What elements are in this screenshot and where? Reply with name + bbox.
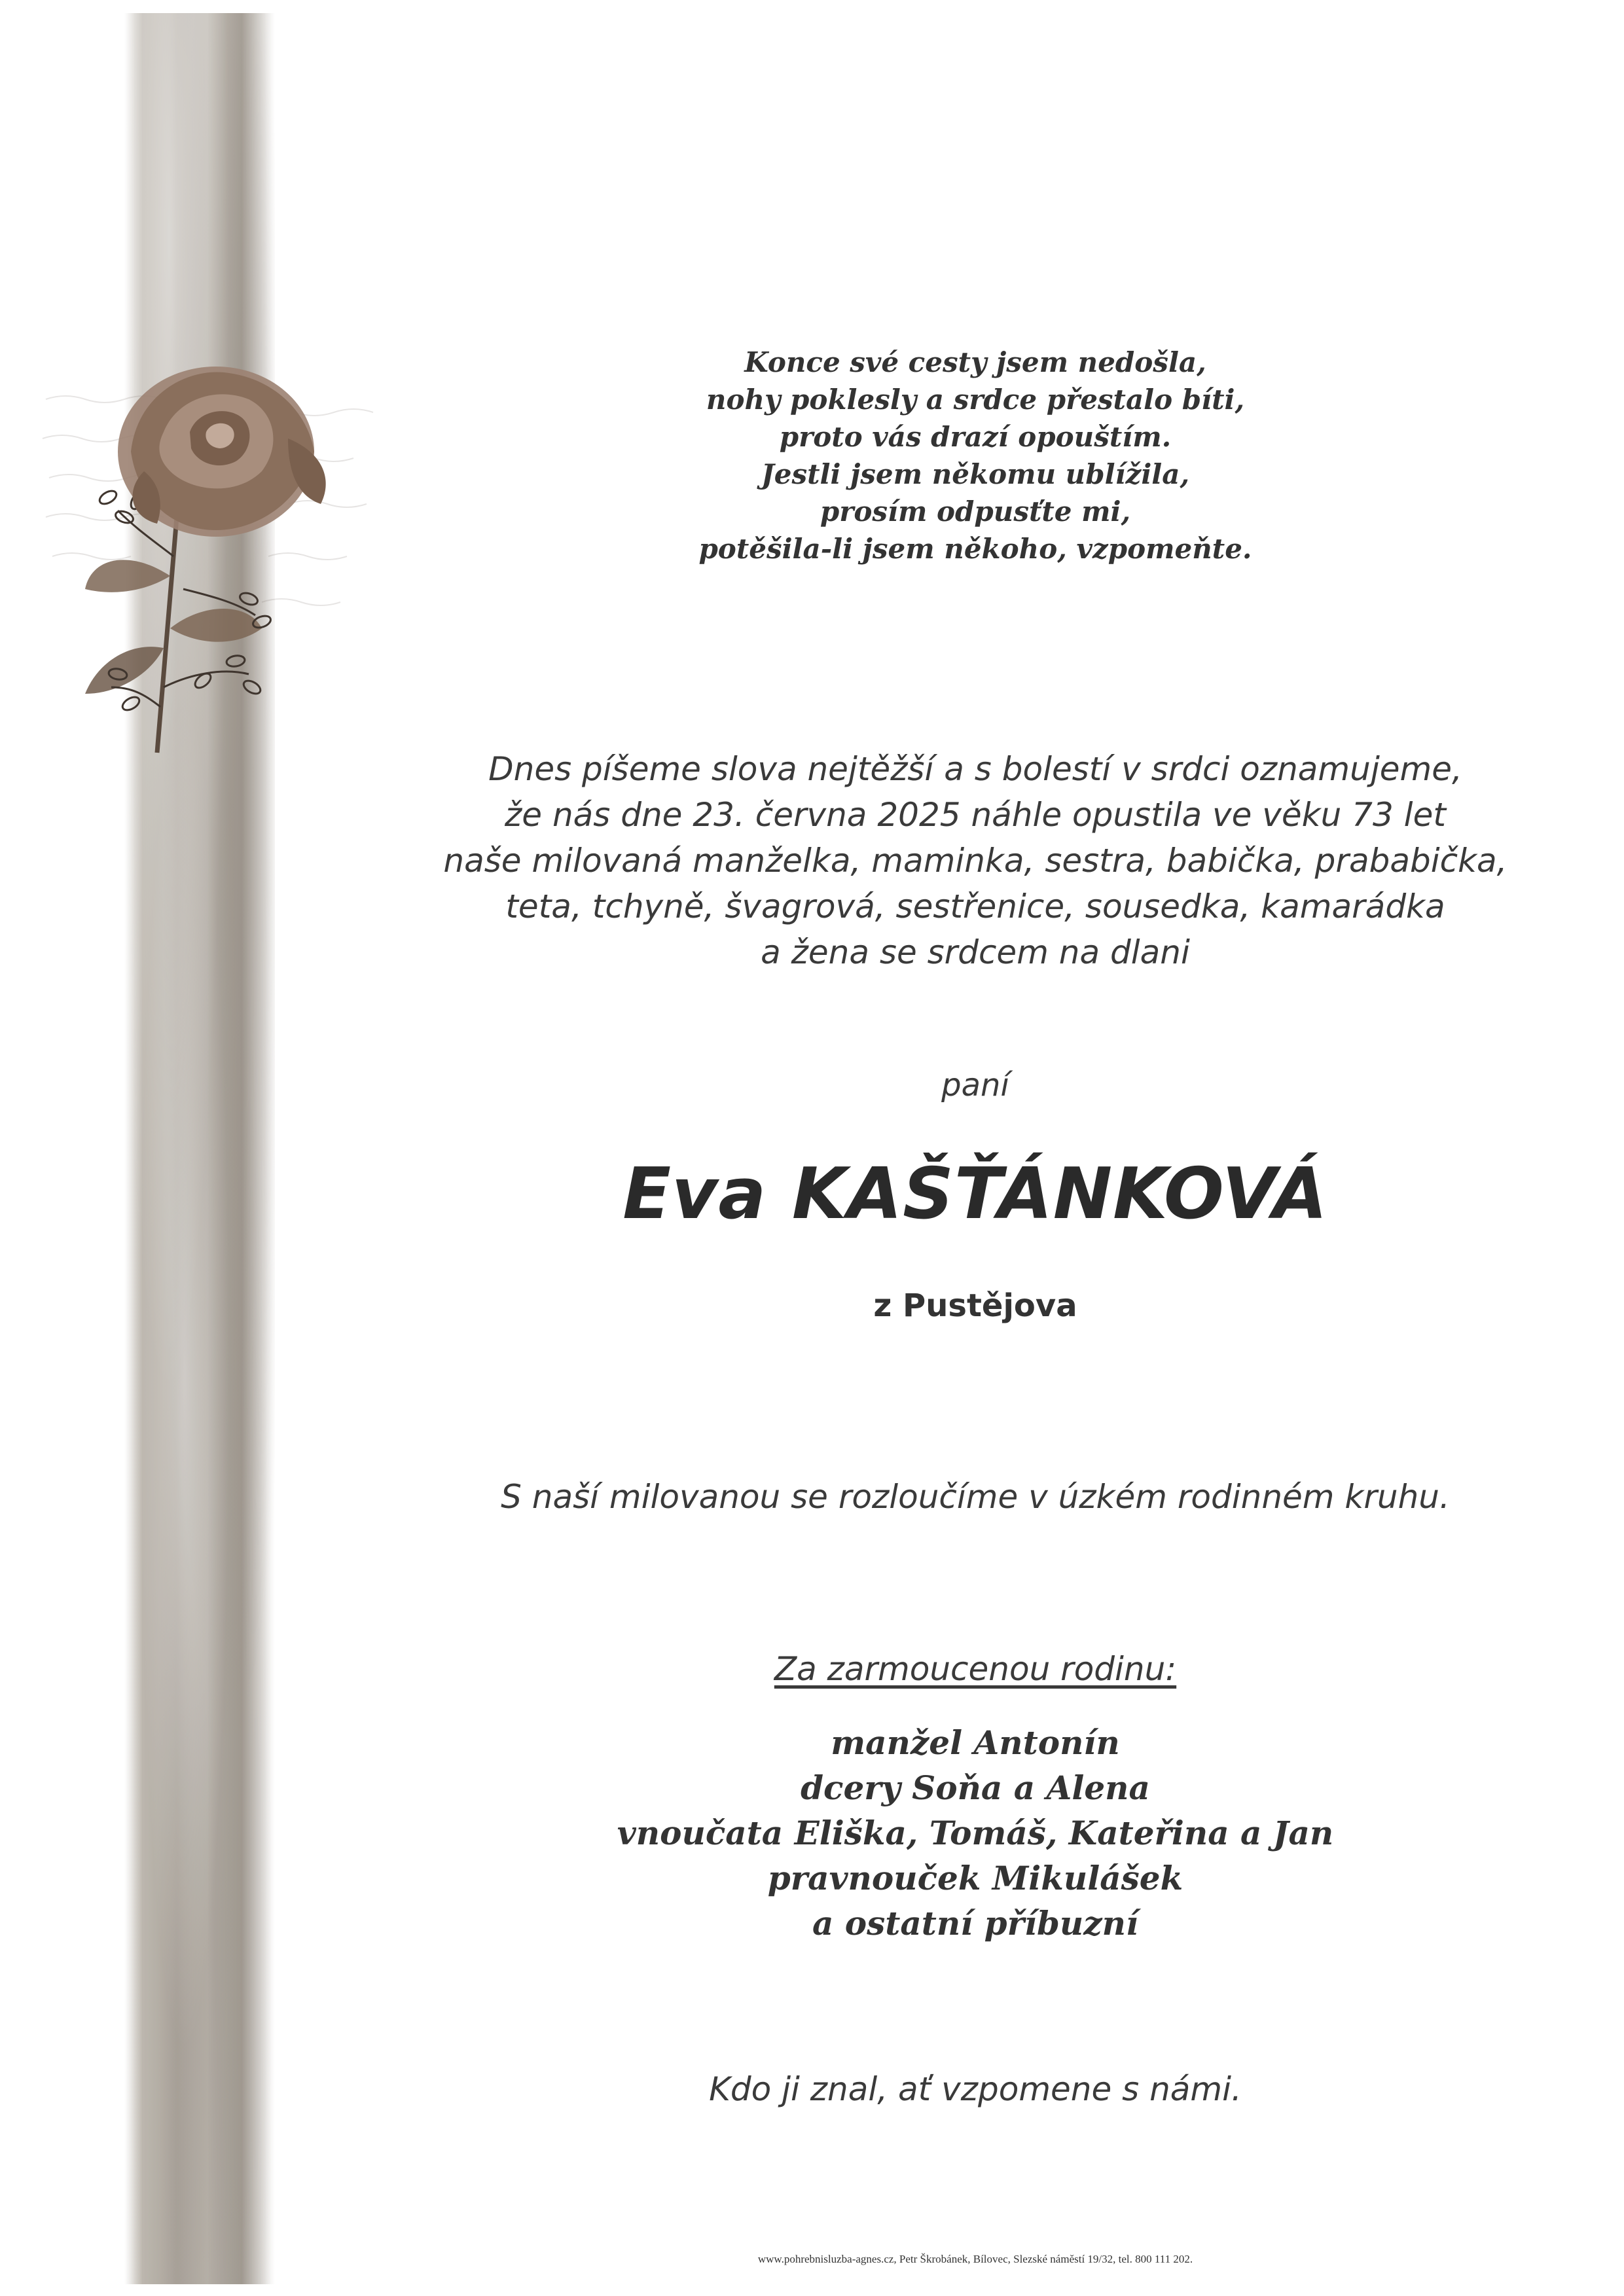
announcement-line: Dnes píšeme slova nejtěžší a s bolestí v srdci oznamujeme, xyxy=(488,750,1462,788)
poem-line: proto vás drazí opouštím. xyxy=(779,421,1172,453)
family-member: manžel Antonín xyxy=(831,1723,1120,1762)
family-member: pravnouček Mikulášek xyxy=(767,1859,1183,1897)
salutation: paní xyxy=(941,1067,1009,1103)
poem-line: Konce své cesty jsem nedošla, xyxy=(744,346,1206,378)
poem xyxy=(367,344,1584,567)
announcement-line: a žena se srdcem na dlani xyxy=(761,933,1190,971)
footer-contact: www.pohrebnisluzba-agnes.cz, Petr Škrobánek, Bílovec, Slezské náměstí 19/32, tel. 800 111 202. xyxy=(757,2253,1193,2265)
poem-line: nohy poklesly a srdce přestalo bíti, xyxy=(706,384,1245,416)
poem-line: Jestli jsem někomu ublížila, xyxy=(761,458,1190,490)
announcement-line: že nás dne 23. června 2025 náhle opustila ve věku 73 let xyxy=(505,796,1446,834)
family-heading: Za zarmoucenou rodinu: xyxy=(774,1650,1177,1688)
family-members xyxy=(367,1720,1584,1946)
family-member: a ostatní příbuzní xyxy=(812,1904,1138,1943)
announcement xyxy=(367,746,1584,975)
poem-line: potěšila-li jsem někoho, vzpomeňte. xyxy=(698,533,1252,565)
deceased-name: Eva KAŠŤÁNKOVÁ xyxy=(623,1153,1328,1235)
family-member: dcery Soňa a Alena xyxy=(801,1768,1150,1807)
poem-line: prosím odpusťte mi, xyxy=(820,495,1131,528)
farewell-note: S naší milovanou se rozloučíme v úzkém rodinném kruhu. xyxy=(501,1478,1450,1516)
family-member: vnoučata Eliška, Tomáš, Kateřina a Jan xyxy=(617,1814,1334,1852)
announcement-line: naše milovaná manželka, maminka, sestra, babička, prababička, xyxy=(443,842,1507,880)
closing-line: Kdo ji znal, ať vzpomene s námi. xyxy=(709,2070,1242,2108)
announcement-line: teta, tchyně, švagrová, sestřenice, sousedka, kamarádka xyxy=(505,888,1445,925)
deceased-origin: z Pustějova xyxy=(873,1287,1077,1324)
rose-icon xyxy=(39,340,406,772)
